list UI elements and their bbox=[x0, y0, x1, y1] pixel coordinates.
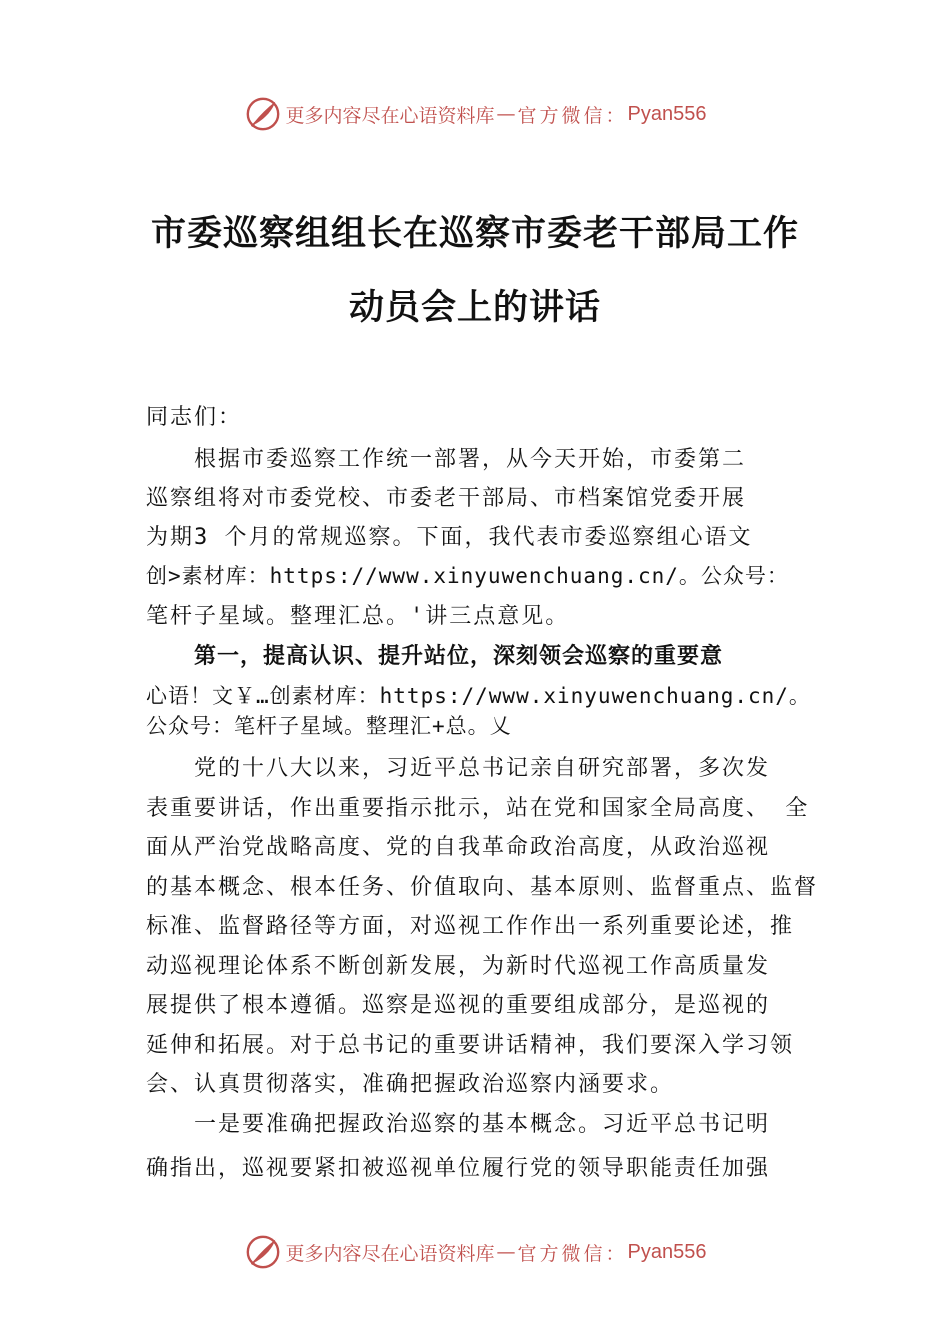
body-line: 为期3 个月的常规巡察。下面，我代表市委巡察组心语文 bbox=[146, 525, 753, 550]
banner-separator: — bbox=[496, 103, 516, 125]
banner-wechat-label: 官方微信： bbox=[517, 104, 628, 127]
banner-text: 更多内容尽在心语资料库 bbox=[285, 1242, 495, 1265]
body-line: 创>素材库：https://www.xinyuwenchuang.cn/。公众号： bbox=[146, 564, 789, 588]
feather-pen-logo-icon bbox=[244, 95, 282, 133]
banner-wechat-id: Pyan556 bbox=[627, 1240, 707, 1263]
document-title-line-1: 市委巡察组组长在巡察市委老干部局工作 bbox=[150, 213, 799, 254]
salutation: 同志们： bbox=[146, 405, 243, 430]
body-line: 巡察组将对市委党校、市委老干部局、市档案馆党委开展 bbox=[146, 486, 747, 511]
document-title-line-2: 动员会上的讲话 bbox=[348, 287, 601, 328]
body-line: 公众号：笔杆子星域。整理汇+总。乂 bbox=[146, 714, 512, 738]
footer-banner bbox=[0, 1230, 950, 1274]
body-line: 面从严治党战略高度、党的自我革命政治高度，从政治巡视 bbox=[146, 835, 771, 860]
banner-wechat-label: 官方微信： bbox=[517, 1242, 628, 1265]
header-banner bbox=[0, 92, 950, 136]
section-heading: 第一，提高认识、提升站位，深刻领会巡察的重要意 bbox=[194, 644, 724, 669]
body-line: 心语！文￥…创素材库：https://www.xinyuwenchuang.cn/。 bbox=[146, 684, 811, 708]
feather-pen-logo-icon bbox=[244, 1233, 282, 1271]
body-line: 表重要讲话，作出重要指示批示，站在党和国家全局高度、 全 bbox=[146, 796, 810, 821]
banner-separator: — bbox=[496, 1241, 516, 1263]
body-line: 笔杆子星域。整理汇总。'讲三点意见。 bbox=[146, 604, 570, 629]
body-line: 标准、监督路径等方面，对巡视工作作出一系列重要论述，推 bbox=[146, 914, 795, 939]
body-line: 展提供了根本遵循。巡察是巡视的重要组成部分，是巡视的 bbox=[146, 993, 771, 1018]
body-line: 延伸和拓展。对于总书记的重要讲话精神，我们要深入学习领 bbox=[146, 1033, 795, 1058]
body-line: 会、认真贯彻落实，准确把握政治巡察内涵要求。 bbox=[146, 1072, 675, 1097]
body-line: 党的十八大以来，习近平总书记亲自研究部署，多次发 bbox=[194, 756, 771, 781]
banner-wechat-id: Pyan556 bbox=[627, 102, 707, 125]
body-line: 确指出，巡视要紧扣被巡视单位履行党的领导职能责任加强 bbox=[146, 1156, 771, 1181]
body-line: 根据市委巡察工作统一部署，从今天开始，市委第二 bbox=[194, 447, 747, 472]
body-line: 的基本概念、根本任务、价值取向、基本原则、监督重点、监督 bbox=[146, 875, 819, 900]
body-line: 一是要准确把握政治巡察的基本概念。习近平总书记明 bbox=[194, 1112, 771, 1137]
body-line: 动巡视理论体系不断创新发展，为新时代巡视工作高质量发 bbox=[146, 954, 771, 979]
banner-text: 更多内容尽在心语资料库 bbox=[285, 104, 495, 127]
